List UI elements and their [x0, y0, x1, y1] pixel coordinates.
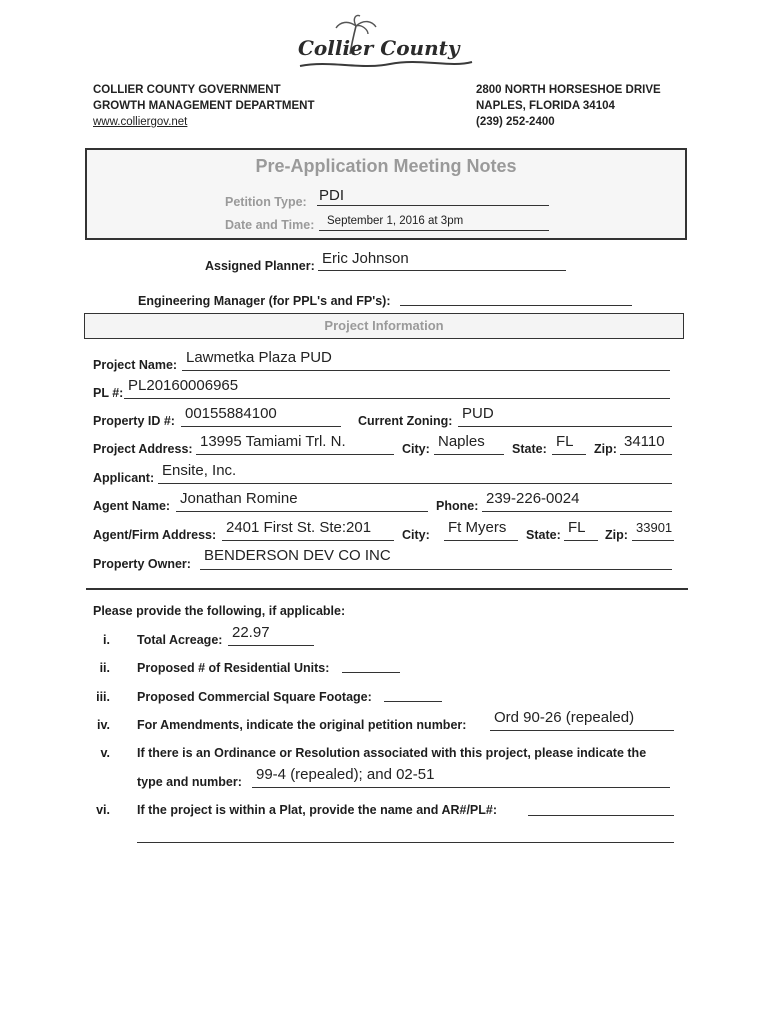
assigned-planner-value: Eric Johnson — [322, 250, 409, 267]
project-name-value: Lawmetka Plaza PUD — [186, 349, 332, 366]
petition-type-label: Petition Type: — [225, 195, 307, 209]
assigned-planner-label: Assigned Planner: — [205, 259, 315, 273]
agent-state-label: State: — [526, 528, 561, 542]
county-logo — [290, 14, 480, 74]
agent-state-value: FL — [568, 519, 586, 536]
item-iv-number: iv. — [97, 718, 110, 732]
amendments-value: Ord 90-26 (repealed) — [494, 709, 635, 726]
agent-zip-label: Zip: — [605, 528, 628, 542]
header-org: COLLIER COUNTY GOVERNMENT — [93, 84, 281, 96]
phone-value: 239-226-0024 — [486, 490, 580, 507]
agent-zip-value: 33901 — [636, 520, 673, 535]
item-v-number: v. — [100, 746, 110, 760]
property-owner-label: Property Owner: — [93, 557, 191, 571]
date-time-value: September 1, 2016 at 3pm — [327, 215, 464, 227]
header-phone: (239) 252-2400 — [476, 116, 555, 128]
agent-address-label: Agent/Firm Address: — [93, 528, 217, 542]
item-ii-number: ii. — [99, 661, 110, 675]
project-zip-label: Zip: — [594, 442, 617, 456]
property-id-label: Property ID #: — [93, 414, 175, 428]
project-state-value: FL — [556, 433, 574, 450]
provide-intro: Please provide the following, if applicable: — [93, 604, 346, 618]
agent-address-value: 2401 First St. Ste:201 — [226, 519, 372, 536]
phone-label: Phone: — [436, 499, 479, 513]
engineering-manager-label: Engineering Manager (for PPL's and FP's): — [138, 294, 391, 308]
project-address-value: 13995 Tamiami Trl. N. — [200, 433, 346, 450]
date-time-label: Date and Time: — [225, 218, 315, 232]
amendments-label: For Amendments, indicate the original petition number: — [137, 718, 467, 732]
applicant-label: Applicant: — [93, 471, 155, 485]
ordinance-label-type: type and number: — [137, 775, 242, 789]
project-city-label: City: — [402, 442, 430, 456]
applicant-value: Ensite, Inc. — [162, 462, 237, 479]
current-zoning-value: PUD — [462, 405, 494, 422]
header-dept: GROWTH MANAGEMENT DEPARTMENT — [93, 100, 315, 112]
agent-name-value: Jonathan Romine — [180, 490, 298, 507]
box-title: Pre-Application Meeting Notes — [255, 156, 517, 176]
property-id-value: 00155884100 — [185, 405, 277, 422]
project-address-label: Project Address: — [93, 442, 193, 456]
total-acreage-value: 22.97 — [232, 624, 270, 641]
section-divider — [86, 588, 688, 590]
item-vi-number: vi. — [96, 803, 110, 817]
ordinance-label: If there is an Ordinance or Resolution associated with this project, please indicate the — [137, 746, 647, 760]
agent-city-label: City: — [402, 528, 430, 542]
ordinance-value: 99-4 (repealed); and 02-51 — [256, 766, 435, 783]
agent-name-label: Agent Name: — [93, 499, 171, 513]
plat-extra-line — [137, 842, 674, 843]
header-city: NAPLES, FLORIDA 34104 — [476, 100, 615, 112]
item-iii-number: iii. — [96, 690, 110, 704]
project-name-label: Project Name: — [93, 358, 178, 372]
header-right — [476, 82, 661, 130]
header-street: 2800 NORTH HORSESHOE DRIVE — [476, 84, 661, 96]
property-owner-value: BENDERSON DEV CO INC — [204, 547, 391, 564]
commercial-footage-label: Proposed Commercial Square Footage: — [137, 690, 372, 704]
current-zoning-label: Current Zoning: — [358, 414, 453, 428]
header-website-link[interactable]: www.colliergov.net — [93, 116, 188, 128]
pl-label: PL #: — [93, 386, 124, 400]
meeting-notes-box — [85, 148, 687, 240]
petition-type-value: PDI — [319, 187, 345, 204]
project-city-value: Naples — [438, 433, 485, 450]
agent-city-value: Ft Myers — [448, 519, 507, 536]
pl-value: PL20160006965 — [128, 377, 239, 394]
plat-label: If the project is within a Plat, provide the name and AR#/PL#: — [137, 803, 498, 817]
total-acreage-label: Total Acreage: — [137, 633, 223, 647]
logo-text: Collier County — [298, 36, 460, 60]
project-info-bar — [84, 313, 684, 339]
header-left — [93, 82, 314, 130]
residential-units-label: Proposed # of Residential Units: — [137, 661, 330, 675]
project-info-header: Project Information — [324, 318, 444, 333]
project-zip-value: 34110 — [624, 433, 665, 450]
item-i-number: i. — [103, 633, 110, 647]
project-state-label: State: — [512, 442, 547, 456]
